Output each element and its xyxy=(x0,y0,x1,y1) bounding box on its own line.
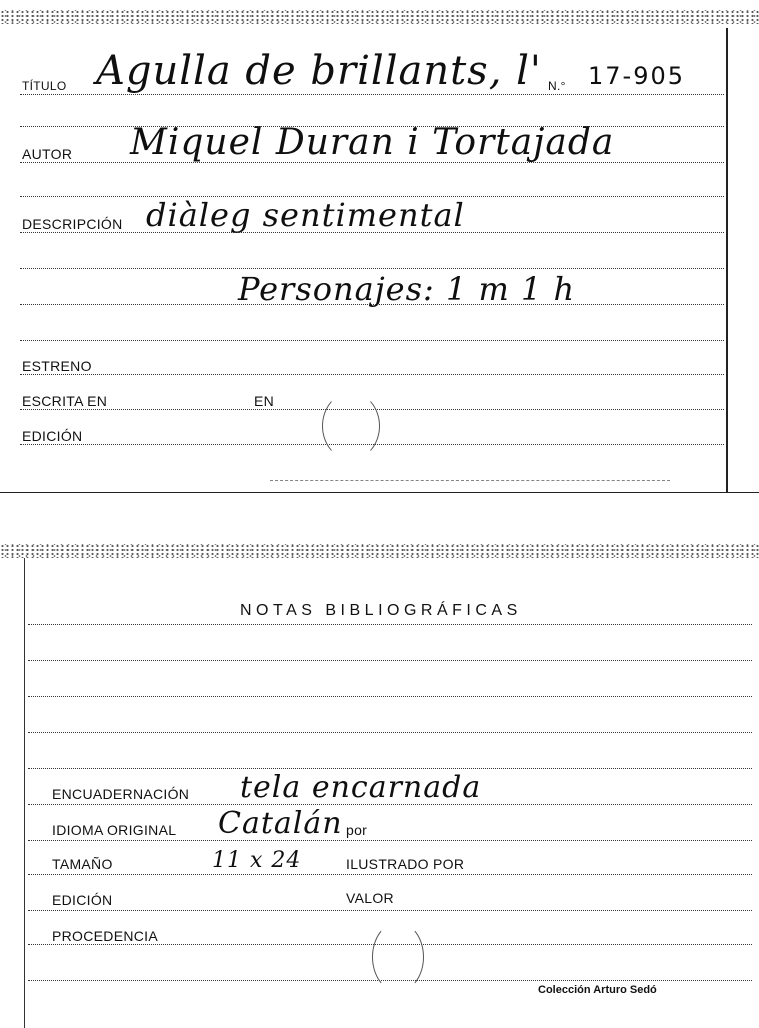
tamano-value: 11 x 24 xyxy=(212,848,302,873)
edicion-label-bottom: EDICIÓN xyxy=(52,892,113,908)
descripcion-rule xyxy=(20,232,724,233)
escrita-en-label: ESCRITA EN xyxy=(22,393,108,409)
titulo-label: TÍTULO xyxy=(22,79,67,93)
procedencia-label: PROCEDENCIA xyxy=(52,928,158,944)
numero-value: 17-905 xyxy=(588,62,686,90)
punch-hole-mark-bottom xyxy=(372,922,424,992)
descripcion-value: diàleg sentimental xyxy=(146,196,465,234)
notas-rule-5 xyxy=(28,768,752,769)
estreno-label: ESTRENO xyxy=(22,358,92,374)
tamano-label: TAMAÑO xyxy=(52,856,113,872)
estreno-rule xyxy=(20,374,724,375)
catalog-card-top xyxy=(0,0,759,492)
idioma-label: IDIOMA ORIGINAL xyxy=(52,822,177,838)
notas-rule-2 xyxy=(28,660,752,661)
rule-8 xyxy=(20,340,724,341)
tamano-rule xyxy=(28,874,752,875)
encuadernacion-value: tela encarnada xyxy=(240,770,482,805)
notas-title: NOTAS BIBLIOGRÁFICAS xyxy=(240,602,522,619)
notas-rule-1 xyxy=(28,624,752,625)
edicion-rule-bottom xyxy=(28,910,752,911)
titulo-rule xyxy=(20,94,724,95)
descripcion-label: DESCRIPCIÓN xyxy=(22,216,123,232)
encuadernacion-label: ENCUADERNACIÓN xyxy=(52,786,190,802)
card-top-edge xyxy=(0,10,759,24)
ilustrado-label: ILUSTRADO POR xyxy=(346,856,465,872)
rule-6 xyxy=(20,268,724,269)
en-label: EN xyxy=(254,393,275,409)
card-separator xyxy=(0,492,759,493)
edicion-label: EDICIÓN xyxy=(22,428,83,444)
idioma-value: Catalán xyxy=(218,806,343,841)
numero-label: N.° xyxy=(548,79,566,93)
bottom-faint-rule xyxy=(270,480,670,481)
autor-value: Miquel Duran i Tortajada xyxy=(130,122,615,163)
card-bottom-edge xyxy=(0,544,759,558)
collection-credit: Colección Arturo Sedó xyxy=(538,984,657,996)
catalog-card-bottom xyxy=(0,538,759,1028)
punch-hole-mark xyxy=(322,392,380,460)
notas-rule-3 xyxy=(28,696,752,697)
personajes-value: Personajes: 1 m 1 h xyxy=(238,270,576,308)
valor-label: VALOR xyxy=(346,890,394,906)
encuadernacion-rule xyxy=(28,804,752,805)
por-label: por xyxy=(346,822,368,838)
rule-7 xyxy=(20,304,724,305)
titulo-value: Agulla de brillants, l' xyxy=(96,48,542,94)
idioma-rule xyxy=(28,840,752,841)
autor-label: AUTOR xyxy=(22,146,73,162)
notas-rule-4 xyxy=(28,732,752,733)
autor-rule xyxy=(20,162,724,163)
